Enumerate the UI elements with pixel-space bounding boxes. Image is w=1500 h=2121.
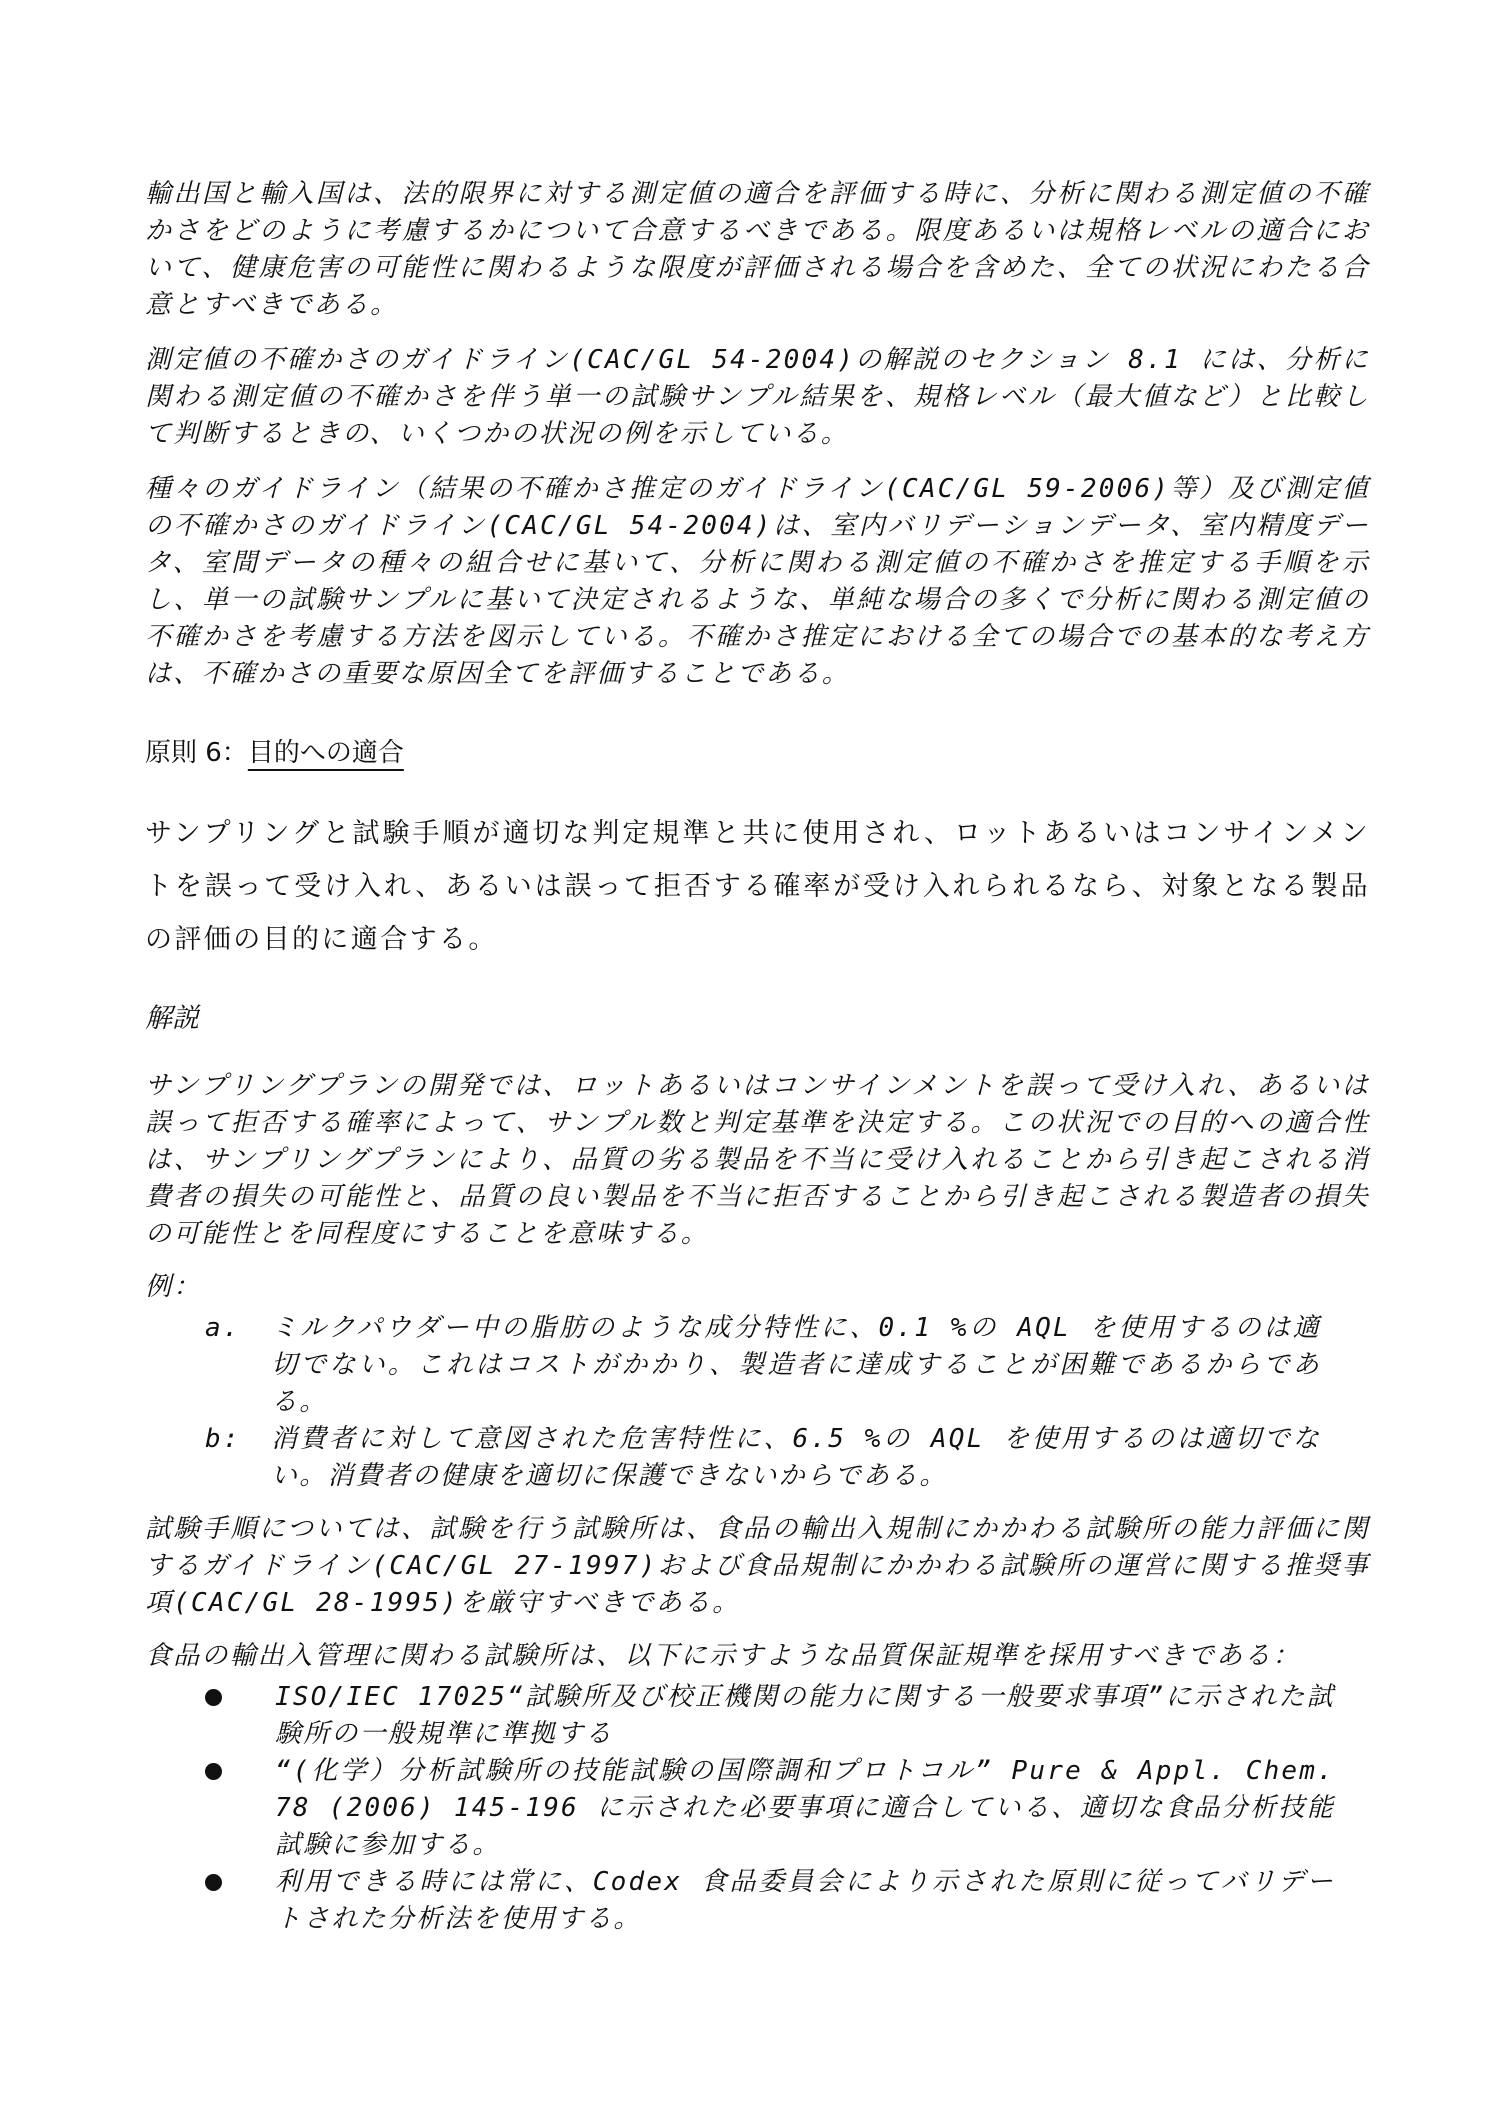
principle-title: 目的への適合 [247,738,404,768]
example-marker: a. [205,1313,241,1343]
testing-procedure-text: 試験手順については、試験を行う試験所は、食品の輸出入規制にかかわる試験所の能力評価に関するガイドライン(CAC/GL 27-1997)および食品規制にかかわる試験所の運営に関する推奨事項(CAC/GL 28-1995)を厳守すべきである。 [145,1514,1370,1618]
examples-label: 例： [145,1272,202,1302]
principle-heading [145,733,1370,773]
commentary-label: 解説 [145,1003,199,1034]
example-text: ミルクパウダー中の脂肪のような成分特性に、0.1 %の AQL を使用するのは適切でない。これはコストがかかり、製造者に達成することが困難であるからである。 [271,1313,1321,1417]
bullet-item [145,1753,1370,1864]
example-marker: b: [205,1424,241,1454]
criteria-bullet-list [145,1679,1370,1938]
bullet-dot-icon [145,1679,275,1753]
bullet-text: ISO/IEC 17025“試験所及び校正機関の能力に関する一般要求事項”に示された試験所の一般規準に準拠する [275,1682,1335,1749]
example-item [145,1310,1370,1421]
paragraph-uncertainty-estimation: 種々のガイドライン（結果の不確かさ推定のガイドライン(CAC/GL 59-2006)等）及び測定値の不確かさのガイドライン(CAC/GL 54-2004)は、室内バリデーションデータ、室内精度データ、室間データの種々の組合せに基いて、分析に関わる測定値の不確かさを推定する手順を示し、単一の試験サンプルに基いて決定されるような、単純な場合の多くで分析に関わる測定値の不確かさを考慮する方法を図示している。不確かさ推定における全ての場合での基本的な考え方は、不確かさの重要な原因全てを評価することである。 [145,474,1370,689]
paragraph-measurement-agreement: 輸出国と輸入国は、法的限界に対する測定値の適合を評価する時に、分析に関わる測定値の不確かさをどのように考慮するかについて合意するべきである。限度あるいは規格レベルの適合において、健康危害の可能性に関わるような限度が評価される場合を含めた、全ての状況にわたる合意とすべきである。 [145,179,1370,320]
bullet-item [145,1679,1370,1753]
page-content [145,176,1370,1938]
bullet-dot-icon [145,1753,275,1864]
principle-text: サンプリングと試験手順が適切な判定規準と共に使用され、ロットあるいはコンサインメントを誤って受け入れ、あるいは誤って拒否する確率が受け入れられるなら、対象となる製品の評価の目的に適合する。 [145,818,1370,955]
example-item [145,1421,1370,1495]
bullet-item [145,1864,1370,1938]
bullet-text: “(化学）分析試験所の技能試験の国際調和プロトコル” Pure & Appl. Chem. 78 (2006) 145-196 に示された必要事項に適合している、適切な食品分析技能試験に参加する。 [275,1756,1335,1860]
bullet-text: 利用できる時には常に、Codex 食品委員会により示された原則に従ってバリデートされた分析法を使用する。 [275,1867,1335,1934]
examples-list [145,1310,1370,1495]
lab-criteria-text: 食品の輸出入管理に関わる試験所は、以下に示すような品質保証規準を採用すべきである： [145,1641,1301,1671]
principle-prefix: 原則 6： [145,738,248,768]
commentary-text: サンプリングプランの開発では、ロットあるいはコンサインメントを誤って受け入れ、あるいは誤って拒否する確率によって、サンプル数と判定基準を決定する。この状況での目的への適合性は、サンプリングプランにより、品質の劣る製品を不当に受け入れることから引き起こされる消費者の損失の可能性と、品質の良い製品を不当に拒否することから引き起こされる製造者の損失の可能性とを同程度にすることを意味する。 [145,1071,1370,1249]
example-text: 消費者に対して意図された危害特性に、6.5 %の AQL を使用するのは適切でない。消費者の健康を適切に保護できないからである。 [271,1424,1321,1491]
bullet-dot-icon [145,1864,275,1938]
paragraph-guideline-section: 測定値の不確かさのガイドライン(CAC/GL 54-2004)の解説のセクション 8.1 には、分析に関わる測定値の不確かさを伴う単一の試験サンプル結果を、規格レベル（最大値など）と比較して判断するときの、いくつかの状況の例を示している。 [145,345,1370,449]
